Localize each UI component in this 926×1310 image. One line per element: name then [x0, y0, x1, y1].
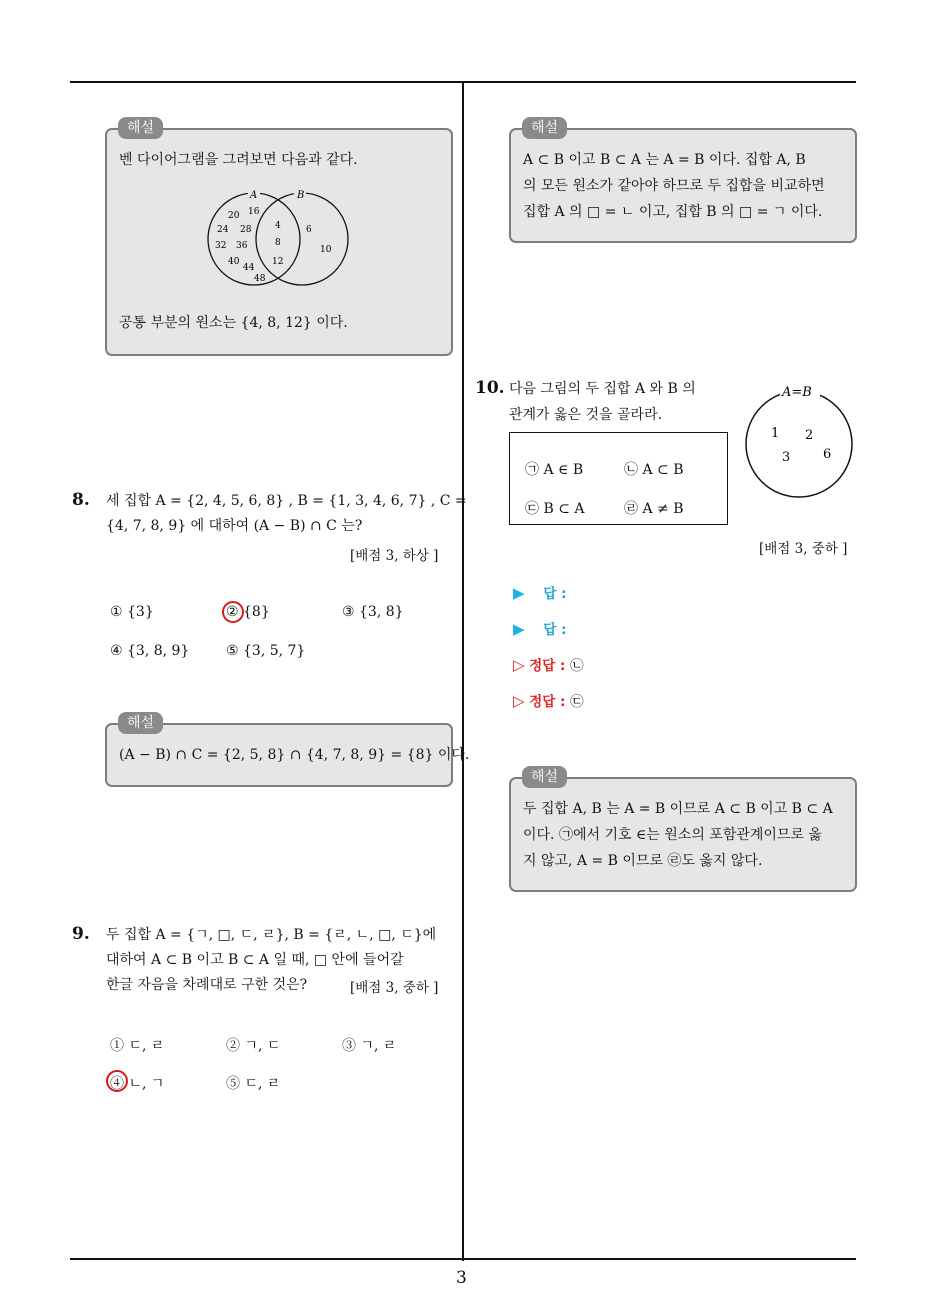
correct-row-1: [513, 654, 584, 674]
venn-element: 44: [243, 263, 255, 273]
answer-label: 답 :: [543, 586, 567, 602]
solution-text: 지 않고, A = B 이므로 ㉣도 옳지 않다.: [523, 853, 763, 869]
question-9-text: 대하여 A ⊂ B 이고 B ⊂ A 일 때, □ 안에 들어갈: [106, 952, 404, 968]
choice-3[interactable]: ③ ㄱ, ㄹ: [342, 1038, 397, 1054]
answer-row-2: [513, 618, 567, 638]
venn-element: 40: [228, 257, 240, 267]
solution-text: 공통 부분의 원소는 {4, 8, 12} 이다.: [119, 315, 348, 331]
venn-element: 36: [236, 241, 248, 251]
answer-label: 답 :: [543, 622, 567, 638]
correct-answer: ㉡: [570, 658, 584, 674]
venn-element: 20: [228, 211, 240, 221]
set-element: 2: [805, 428, 814, 443]
option-c: ㉢ B ⊂ A: [525, 501, 585, 517]
venn-label-a: A: [250, 190, 258, 201]
set-label: A=B: [782, 385, 812, 400]
solution-text: 이다. ㉠에서 기호 ∈는 원소의 포함관계이므로 옳: [523, 827, 822, 843]
score-label: [배점 3, 중하 ]: [350, 980, 439, 996]
question-10-text: 관계가 옳은 것을 골라라.: [509, 407, 663, 423]
choice-2[interactable]: ② {8}: [226, 604, 270, 620]
venn-element: 10: [320, 245, 332, 255]
solution-tag: 해설: [522, 766, 567, 788]
choice-3[interactable]: ③ {3, 8}: [342, 604, 404, 620]
answer-row-1: [513, 582, 567, 602]
question-number-10: 10.: [475, 378, 505, 398]
venn-element: 28: [240, 225, 252, 235]
set-element: 3: [782, 450, 791, 465]
solution-text: 벤 다이어그램을 그려보면 다음과 같다.: [119, 152, 358, 168]
venn-element: 4: [275, 221, 281, 231]
option-a: ㉠ A ∈ B: [525, 462, 584, 478]
venn-element: 16: [248, 207, 260, 217]
choice-5[interactable]: ⑤ {3, 5, 7}: [226, 643, 306, 659]
selected-answer-mark: [106, 1070, 128, 1092]
question-number-9: 9.: [72, 924, 90, 944]
venn-element: 12: [272, 257, 284, 267]
correct-row-2: [513, 690, 584, 710]
triangle-outline-icon: ▷: [513, 692, 525, 710]
column-divider: [462, 81, 464, 1261]
question-8-text: 세 집합 A = {2, 4, 5, 6, 8} , B = {1, 3, 4, 6, 7} , C =: [106, 493, 467, 509]
selected-answer-mark: [222, 601, 244, 623]
question-9-text: 두 집합 A = {ㄱ, □, ㄷ, ㄹ}, B = {ㄹ, ㄴ, □, ㄷ}에: [106, 927, 437, 943]
venn-element: 6: [306, 225, 312, 235]
question-10-text: 다음 그림의 두 집합 A 와 B 의: [509, 381, 696, 397]
triangle-icon: ▶: [513, 584, 525, 602]
score-label: [배점 3, 하상 ]: [350, 548, 439, 564]
set-element: 6: [823, 447, 832, 462]
venn-element: 48: [254, 274, 266, 284]
choice-4[interactable]: ④ ㄴ, ㄱ: [110, 1076, 165, 1092]
score-label: [배점 3, 중하 ]: [759, 541, 848, 557]
venn-element: 8: [275, 238, 281, 248]
venn-element: 32: [215, 241, 227, 251]
correct-label: 정답 :: [529, 658, 566, 674]
bottom-rule: [70, 1258, 856, 1260]
set-diagram: [742, 382, 858, 500]
solution-text: A ⊂ B 이고 B ⊂ A 는 A = B 이다. 집합 A, B: [523, 152, 806, 168]
solution-text: 집합 A 의 □ = ㄴ 이고, 집합 B 의 □ = ㄱ 이다.: [523, 204, 823, 220]
solution-tag: 해설: [522, 117, 567, 139]
question-number-8: 8.: [72, 490, 90, 510]
choice-2[interactable]: ② ㄱ, ㄷ: [226, 1038, 281, 1054]
correct-label: 정답 :: [529, 694, 566, 710]
venn-label-b: B: [297, 190, 305, 201]
solution-tag: 해설: [118, 117, 163, 139]
choice-4[interactable]: ④ {3, 8, 9}: [110, 643, 190, 659]
triangle-outline-icon: ▷: [513, 656, 525, 674]
solution-text: (A − B) ∩ C = {2, 5, 8} ∩ {4, 7, 8, 9} = {8} 이다.: [119, 747, 470, 763]
correct-answer: ㉢: [570, 694, 584, 710]
venn-element: 24: [217, 225, 229, 235]
question-8-text: {4, 7, 8, 9} 에 대하여 (A − B) ∩ C 는?: [106, 518, 363, 534]
option-d: ㉣ A ≠ B: [624, 501, 684, 517]
question-9-text: 한글 자음을 차례대로 구한 것은?: [106, 977, 308, 993]
triangle-icon: ▶: [513, 620, 525, 638]
page-number: 3: [456, 1268, 467, 1288]
choice-1[interactable]: ① ㄷ, ㄹ: [110, 1038, 165, 1054]
solution-text: 의 모든 원소가 같아야 하므로 두 집합을 비교하면: [523, 178, 825, 194]
choice-5[interactable]: ⑤ ㄷ, ㄹ: [226, 1076, 281, 1092]
solution-tag: 해설: [118, 712, 163, 734]
set-element: 1: [771, 426, 780, 441]
venn-diagram: [200, 190, 360, 296]
solution-text: 두 집합 A, B 는 A = B 이므로 A ⊂ B 이고 B ⊂ A: [523, 801, 833, 817]
choice-1[interactable]: ① {3}: [110, 604, 154, 620]
option-b: ㉡ A ⊂ B: [624, 462, 684, 478]
